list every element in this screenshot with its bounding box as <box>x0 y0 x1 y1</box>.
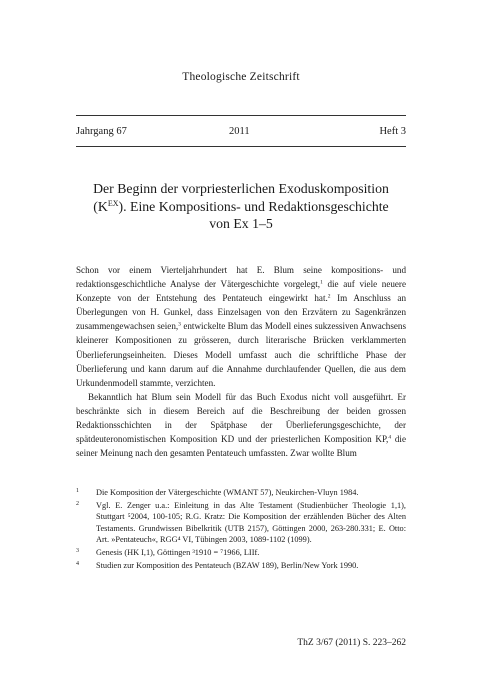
article-body <box>76 263 406 460</box>
footnote-number: 3 <box>76 548 79 555</box>
article-title <box>70 180 412 233</box>
footnote-text: Genesis (HK I,1), Göttingen ³1910 = ⁷1966, LIIf. <box>96 548 260 558</box>
title-superscript: EX <box>107 198 119 208</box>
footnote-ref-1[interactable]: 1 <box>320 279 323 286</box>
footnote-ref-4[interactable]: 4 <box>388 434 392 441</box>
title-line-3: von Ex 1–5 <box>209 216 273 231</box>
page-citation: ThZ 3/67 (2011) S. 223–262 <box>297 638 406 648</box>
footnote-number: 4 <box>76 561 79 568</box>
footnote-2 <box>76 500 406 545</box>
volume-label: Jahrgang 67 <box>76 126 127 137</box>
footnote-4 <box>76 560 406 571</box>
footnotes <box>76 487 406 573</box>
title-line-1: Der Beginn der vorpriesterlichen Exoduskomposition <box>93 181 389 196</box>
footnote-ref-2[interactable]: 2 <box>327 293 331 300</box>
footnote-text: Die Komposition der Vätergeschichte (WMANT 57), Neukirchen-Vluyn 1984. <box>96 488 359 497</box>
footnote-1 <box>76 487 406 498</box>
issue-label: Heft 3 <box>379 126 406 137</box>
journal-title: Theologische Zeitschrift <box>182 71 300 83</box>
footnote-text: Vgl. E. Zenger u.a.: Einleitung in das Alte Testament (Studienbücher Theologie 1,1), Stuttgart ⁵2004, 100-105; R.G. Kratz: Die Komposition der erzählenden Bücher des Alten Testaments. Grundwissen Bibelkritik (UTB 2157), Göttingen 2000, 263-280.331; E. Otto: Art. »Pentateuch«, RGG⁴ VI, Tübingen 2003, 1089-1102 (1099). <box>96 501 406 544</box>
issue-meta <box>76 126 406 140</box>
footnote-number: 1 <box>76 488 79 494</box>
paragraph-1: Schon vor einem Vierteljahrhundert hat E. Blum seine kompositions- und redaktionsgeschichtliche Analyse der Vätergeschichte vorgelegt,$^1$ die auf viele neuere Konzepte von der Entstehung des Pentateuch eingewirkt hat.$^2$ Im Anschluss an Überlegungen von H. Gunkel, dass Einzelsagen von den Erzvätern zu Sagenkränzen zusammengewachsen seien,$^3$ entwickelte Blum das Modell eines sukzessiven Anwachsens kleinerer Kompositionen zu grösseren, durch literarische Brücken verklammerten Überlieferungseinheiten. Dieses Modell umfasst auch die schriftliche Phase der Überlieferung und kann darum auf die Annahme durchlaufender Quellen, die aus dem Urkundenmodell stammte, verzichten. <box>76 265 407 388</box>
title-line-2: $(K^{EX})$. Eine Kompositions- und Redaktionsgeschichte <box>93 198 389 214</box>
header-rule-top <box>76 115 406 116</box>
footnote-3 <box>76 547 406 558</box>
footnote-text: Studien zur Komposition des Pentateuch (BZAW 189), Berlin/New York 1990. <box>96 561 359 571</box>
footnote-ref-3[interactable]: 3 <box>178 321 181 328</box>
header-rule-bottom <box>76 146 406 147</box>
footnote-number: 2 <box>76 501 79 508</box>
year-label: 2011 <box>229 126 250 137</box>
paragraph-2: Bekanntlich hat Blum sein Modell für das Buch Exodus nicht voll ausgeführt. Er beschränkte sich in diesem Bereich auf die Beschreibung der beiden grossen Redaktionsschichten in der Spätphase der Überlieferungsgeschichte, der spätdeuteronomistischen Komposition KD und der priesterlichen Komposition KP,$^4$ die seiner Meinung nach den gesamten Pentateuch umfassten. Zwar wollte Blum <box>76 391 406 459</box>
